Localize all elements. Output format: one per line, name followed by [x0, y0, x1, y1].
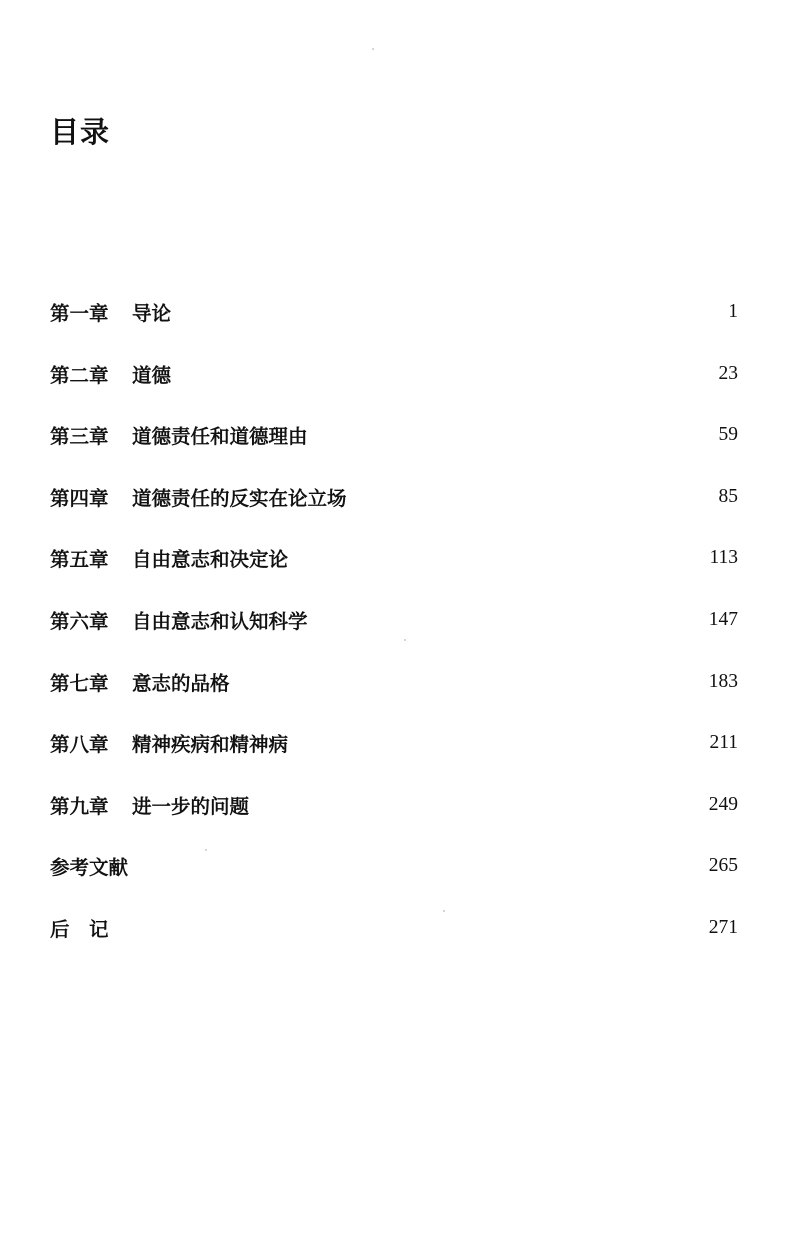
chapter-number: 第三章	[50, 425, 109, 449]
toc-entry[interactable]	[50, 296, 738, 358]
page-number: 147	[708, 608, 738, 630]
toc-entry[interactable]	[50, 727, 738, 789]
toc-entry[interactable]	[50, 419, 738, 481]
page-number: 1	[728, 301, 738, 322]
page-number: 183	[708, 670, 738, 692]
toc-entry[interactable]	[50, 666, 738, 728]
page-title: 目录	[50, 115, 111, 149]
chapter-title: 道德责任和道德理由	[132, 425, 308, 449]
chapter-title: 导论	[132, 302, 172, 325]
chapter-number: 第九章	[50, 794, 109, 818]
section-title: 后 记	[50, 917, 109, 941]
section-title: 参考文献	[50, 856, 129, 880]
chapter-number: 第八章	[50, 733, 109, 757]
chapter-title: 自由意志和决定论	[132, 548, 289, 572]
toc-entry-references[interactable]	[50, 850, 738, 912]
page-number: 211	[709, 732, 738, 754]
page-number: 249	[708, 793, 738, 815]
toc-entry-afterword[interactable]	[50, 912, 738, 974]
chapter-number: 第六章	[50, 609, 109, 633]
page-number: 265	[708, 855, 738, 877]
table-of-contents	[50, 296, 738, 974]
chapter-title: 意志的品格	[132, 671, 230, 695]
toc-entry[interactable]	[50, 789, 738, 851]
page-number: 59	[718, 424, 738, 446]
chapter-number: 第四章	[50, 486, 109, 510]
chapter-number: 第二章	[50, 363, 109, 387]
chapter-title: 道德	[132, 363, 172, 387]
toc-entry[interactable]	[50, 481, 738, 543]
chapter-title: 进一步的问题	[132, 794, 250, 818]
page-number: 271	[708, 916, 738, 938]
chapter-title: 自由意志和认知科学	[132, 609, 308, 633]
chapter-number: 第五章	[50, 548, 109, 572]
page-number: 113	[709, 547, 738, 569]
page-number: 23	[718, 362, 738, 384]
chapter-title: 精神疾病和精神病	[132, 733, 289, 757]
page-number: 85	[718, 485, 738, 507]
chapter-number: 第七章	[50, 671, 109, 695]
toc-entry[interactable]	[50, 604, 738, 666]
toc-entry[interactable]	[50, 358, 738, 420]
chapter-title: 道德责任的反实在论立场	[132, 486, 347, 510]
toc-entry[interactable]	[50, 542, 738, 604]
chapter-number: 第一章	[50, 302, 109, 325]
